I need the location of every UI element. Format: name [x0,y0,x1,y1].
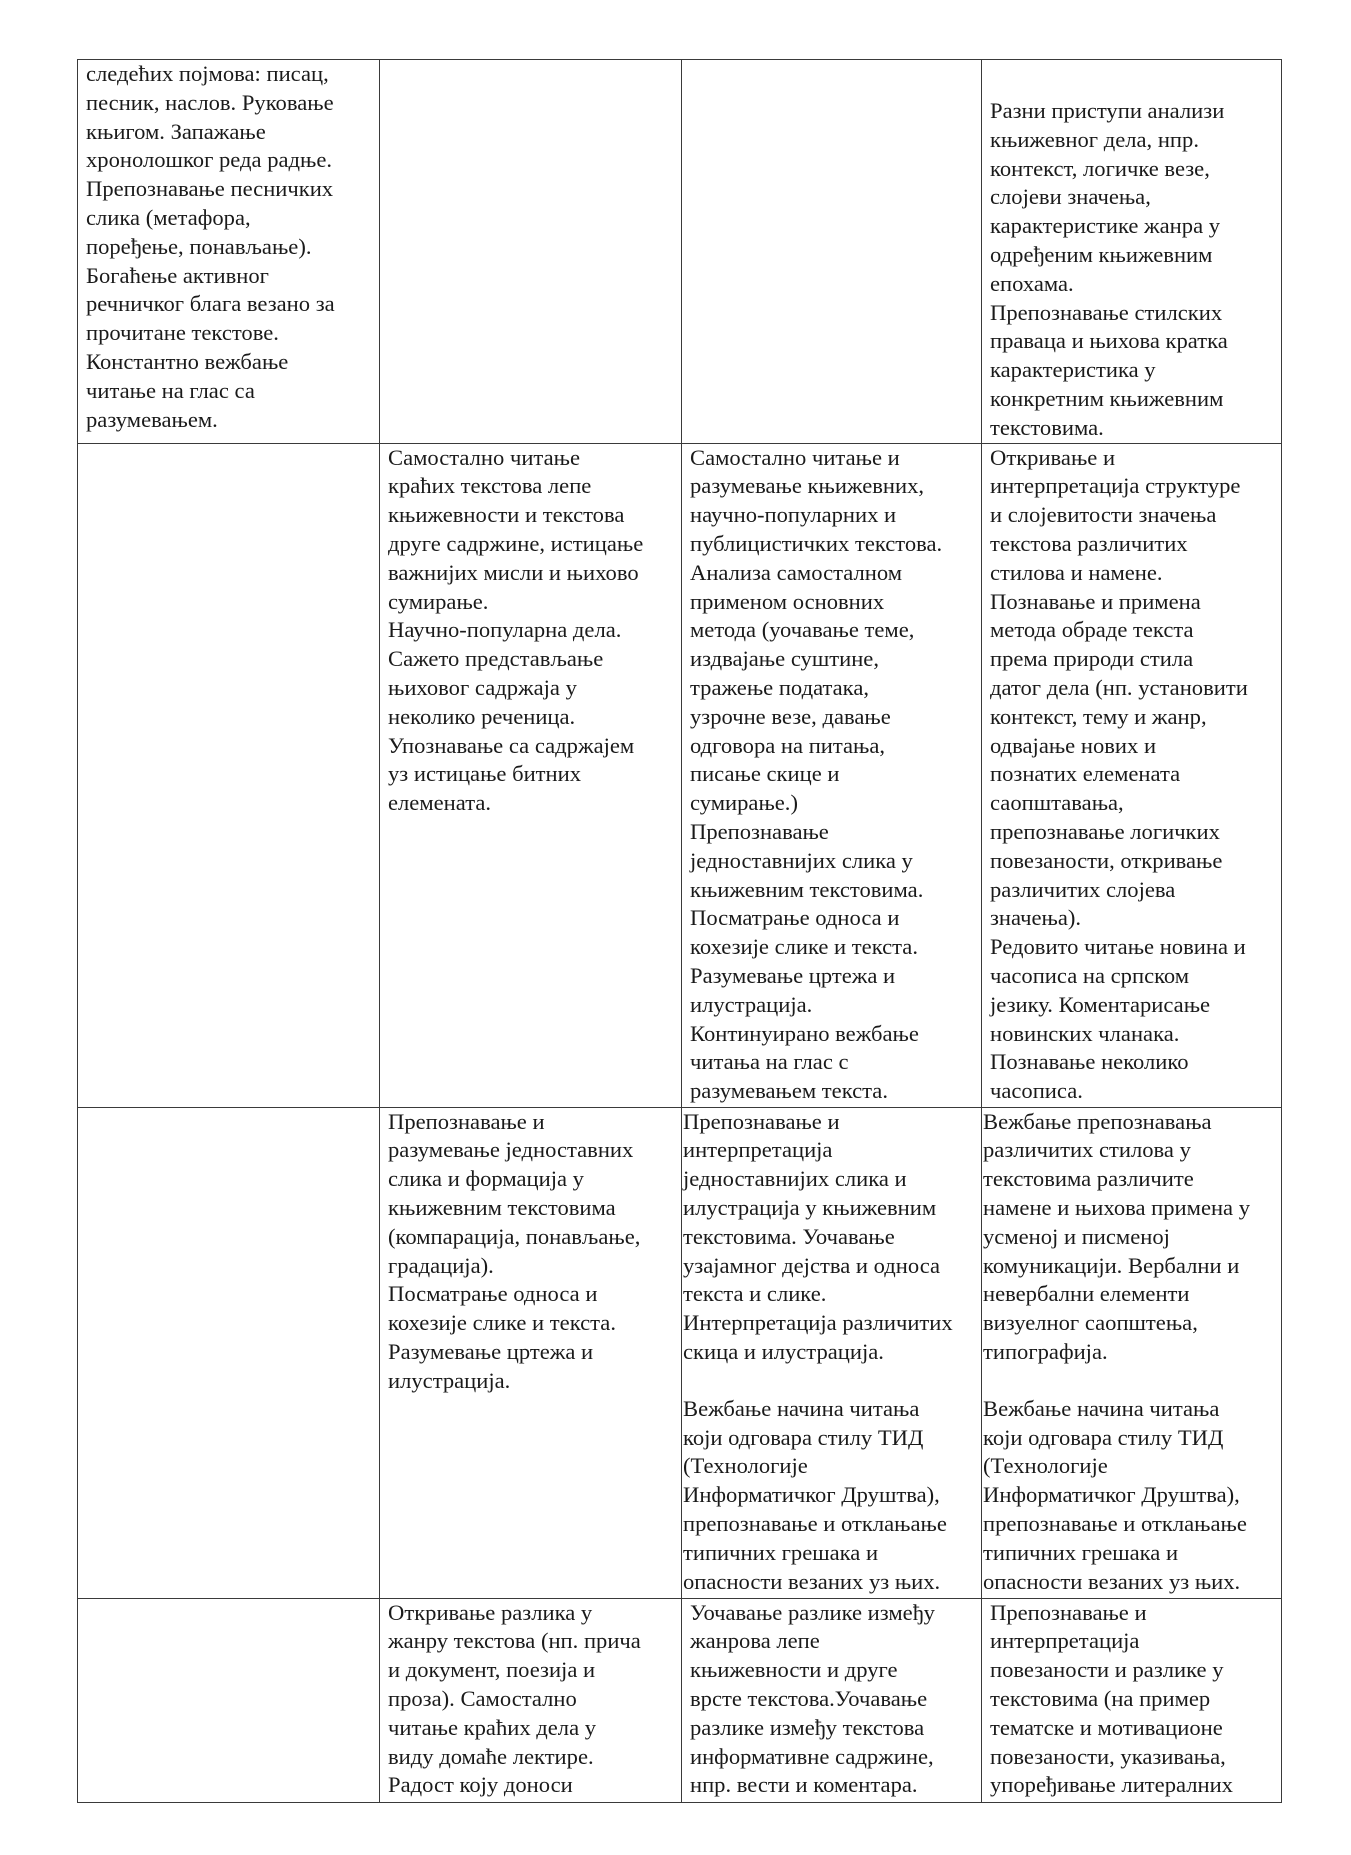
text-line: одговора на питања, [690,732,886,758]
text-line: Препознавање и [388,1108,545,1134]
text-line: контекст, логичке везе, [990,155,1210,181]
text-line: невербални елементи [983,1281,1190,1307]
cell-text [982,1599,1281,1801]
text-line: разумевањем текста. [690,1078,888,1104]
text-line: следећих појмова: писац, [86,61,329,86]
cell-text [982,1108,1281,1597]
text-line: писање скице и [690,761,840,787]
text-line: интерпретација [683,1137,833,1163]
text-line: Разумевање цртежа и [388,1338,594,1364]
text-line: важнијих мисли и њихово [388,559,639,585]
text-line: Посматрање односа и [388,1281,598,1307]
text-line: часописа на српском [990,962,1190,988]
text-line: значења). [990,905,1082,931]
text-line: различитих стилова у [983,1137,1191,1163]
text-line: сумирање. [388,588,489,614]
text-line: врсте текстова.Уочавање [690,1685,928,1711]
text-line: опасности везаних уз њих. [683,1568,941,1594]
text-line: и документ, поезија и [388,1657,596,1683]
text-line: (Технологије [683,1453,808,1479]
text-line: Препознавање [690,818,829,844]
text-line: разлике између текстова [690,1714,925,1740]
table-row [78,1107,1282,1598]
text-line: илустрација у књижевним [683,1194,937,1220]
text-line: књижевним текстовима. [690,876,924,902]
table-cell [682,1598,982,1802]
text-line: једноставнијих слика и [683,1166,907,1192]
cell-text [380,1108,681,1396]
text-line: хронолошког реда радње. [86,147,333,173]
cell-text [380,1599,681,1801]
text-line: краћих текстова лепе [388,473,592,499]
cell-text [982,60,1281,443]
text-line: текстовима. Уочавање [683,1223,895,1249]
text-line: разумевање једноставних [388,1137,634,1163]
text-line: разумевање књижевних, [690,473,925,499]
text-line: контекст, тему и жанр, [990,703,1207,729]
text-line: (компарација, понављање, [388,1223,641,1249]
text-line: текста и слике. [683,1281,827,1307]
text-line: Богаћење активног [86,262,269,288]
text-line: слика (метафора, [86,204,251,230]
text-line: песник, наслов. Руковање [86,89,334,115]
text-line: намене и њихова примена у [983,1194,1251,1220]
text-line: језику. Коментарисање [990,991,1211,1017]
table-row [78,443,1282,1107]
text-line: типичних грешака и [983,1539,1179,1565]
table-cell [380,443,682,1107]
text-line: типичних грешака и [683,1539,879,1565]
paragraph-gap [683,1367,977,1395]
text-line: књижевног дела, нпр. [990,126,1199,152]
text-line: тражење података, [690,674,869,700]
text-line: текстовима. [990,414,1104,440]
text-line: Упознавање са садржајем [388,732,635,758]
table-cell [982,1598,1282,1802]
text-line: карактеристика у [990,357,1156,383]
text-line: Препознавање и [990,1599,1147,1625]
text-line: књижевности и друге [690,1657,898,1683]
text-line: Откривање разлика у [388,1599,593,1625]
text-line: Анализа самосталном [690,559,903,585]
text-line: Разумевање цртежа и [690,962,896,988]
text-line: Вежбање препознавања [983,1108,1212,1134]
cell-text [982,444,1281,1106]
text-line: Препознавање песничких [86,176,334,202]
text-line: елемената. [388,790,492,816]
text-line: препознавање и отклањање [983,1510,1247,1536]
text-line: и слојевитости значења [990,502,1217,528]
text-line: жанру текстова (нп. прича [388,1628,641,1654]
text-line: Сажето представљање [388,646,604,672]
text-line: стилова и намене. [990,559,1163,585]
text-line: узрочне везе, давање [690,703,891,729]
text-line: слојеви значења, [990,184,1151,210]
text-line: речничког блага везано за [86,291,335,317]
text-line: упоређивање литералних [990,1772,1233,1798]
table-cell [982,1107,1282,1598]
text-line: препознавање и отклањање [683,1510,947,1536]
text-line: датог дела (нп. установити [990,674,1248,700]
text-line: различитих слојева [990,876,1176,902]
text-line: неколико реченица. [388,703,576,729]
cell-text [682,1599,981,1801]
text-line: интерпретација структуре [990,473,1241,499]
text-line: праваца и њихова кратка [990,328,1228,354]
table-row [78,1598,1282,1802]
text-line: Интерпретација различитих [683,1310,953,1336]
text-line: који одговара стилу ТИД [983,1424,1224,1450]
text-line: илустрација. [388,1367,511,1393]
text-line: одређеним књижевним [990,241,1213,267]
text-line: њиховог садржаја у [388,674,577,700]
text-line: кохезије слике и текста. [690,934,918,960]
table-cell [682,1107,982,1598]
text-line: Уочавање разлике између [690,1599,935,1625]
text-line: који одговара стилу ТИД [683,1424,924,1450]
text-line: читања на глас с [690,1049,849,1075]
cell-text [380,444,681,818]
text-line: карактеристике жанра у [990,213,1221,239]
text-line: Самостално читање и [690,444,900,470]
text-line: (Технологије [983,1453,1108,1479]
text-line: интерпретација [990,1628,1140,1654]
text-line: метода (уочавање теме, [690,617,915,643]
text-line: прочитане текстове. [86,320,279,346]
text-line: сумирање.) [690,790,798,816]
text-line: илустрација. [690,991,813,1017]
table-cell [78,1598,380,1802]
text-line: повезаности, указивања, [990,1743,1226,1769]
text-line: усменој и писменој [983,1223,1170,1249]
text-line: типографија. [983,1338,1108,1364]
text-line: друге садржине, истицање [388,530,644,556]
text-line: према природи стила [990,646,1194,672]
text-line: публицистичких текстова. [690,530,943,556]
text-line: Континуирано вежбање [690,1020,919,1046]
table-cell [380,60,682,444]
table-row [78,60,1282,444]
text-line: конкретним књижевним [990,385,1224,411]
text-line: текстова различитих [990,530,1188,556]
text-line: текстовима различите [983,1166,1194,1192]
text-line: Познавање неколико [990,1049,1189,1075]
table-cell [682,60,982,444]
text-line: комуникацији. Вербални и [983,1252,1240,1278]
text-line: читање краћих дела у [388,1714,597,1740]
text-line: познатих елемената [990,761,1181,787]
text-line: Информатичког Друштва), [983,1482,1240,1508]
table-cell [78,443,380,1107]
text-line: Препознавање и [683,1108,840,1134]
text-line: уз истицање битних [388,761,582,787]
text-line: издвајање суштине, [690,646,879,672]
text-line: Константно вежбање [86,348,289,374]
text-line: визуелног саопштења, [983,1310,1198,1336]
text-line: текстовима (на пример [990,1685,1211,1711]
text-line: одвајање нових и [990,732,1157,758]
text-line: Посматрање односа и [690,905,900,931]
text-line: разумевањем. [86,406,218,432]
paragraph-gap [983,1367,1277,1395]
text-line: препознавање логичких [990,818,1220,844]
curriculum-table [77,59,1282,1803]
text-line: Самостално читање [388,444,580,470]
text-line: Вежбање начина читања [683,1395,920,1421]
text-line: Познавање и примена [990,588,1201,614]
text-line: повезаности и разлике у [990,1657,1224,1683]
text-line: проза). Самостално [388,1685,577,1711]
text-line: информативне садржине, [690,1743,934,1769]
text-line: Разни приступи анализи [990,98,1225,123]
text-line: Информатичког Друштва), [683,1482,940,1508]
text-line: градација). [388,1252,494,1278]
table-cell [380,1107,682,1598]
text-line: опасности везаних уз њих. [983,1568,1241,1594]
text-line: Вежбање начина читања [983,1395,1220,1421]
table-cell [982,443,1282,1107]
text-line: Научно-популарна дела. [388,617,622,643]
text-line: Откривање и [990,444,1116,470]
text-line: виду домаће лектире. [388,1743,594,1769]
table-cell [682,443,982,1107]
text-line: саопштавања, [990,790,1124,816]
text-line: читање на глас са [86,377,255,403]
text-line: поређење, понављање). [86,233,312,259]
text-line: повезаности, откривање [990,847,1223,873]
cell-text [682,1108,981,1597]
text-line: жанрова лепе [690,1628,820,1654]
text-line: кохезије слике и текста. [388,1310,616,1336]
text-line: Редовито читање новина и [990,934,1246,960]
text-line: метода обраде текста [990,617,1194,643]
text-line: применом основних [690,588,885,614]
text-line: књижевности и текстова [388,502,625,528]
table-cell [982,60,1282,444]
text-line: научно-популарних и [690,502,897,528]
text-line: нпр. вести и коментара. [690,1772,918,1798]
table-cell [78,1107,380,1598]
text-line: новинских чланака. [990,1020,1180,1046]
text-line: часописа. [990,1078,1083,1104]
cell-text [78,60,379,434]
table-cell [380,1598,682,1802]
text-line: скица и илустрација. [683,1338,884,1364]
cell-text [682,444,981,1106]
text-line: једноставнијих слика у [690,847,913,873]
text-line: Препознавање стилских [990,299,1223,325]
text-line: књижевним текстовима [388,1194,616,1220]
text-line: епохама. [990,270,1074,296]
text-line: књигом. Запажање [86,118,266,144]
text-line: слика и формација у [388,1166,584,1192]
text-line: узајамног дејства и односа [683,1252,941,1278]
text-line: Радост коју доноси [388,1772,573,1798]
table-cell [78,60,380,444]
text-line: тематске и мотивационе [990,1714,1223,1740]
